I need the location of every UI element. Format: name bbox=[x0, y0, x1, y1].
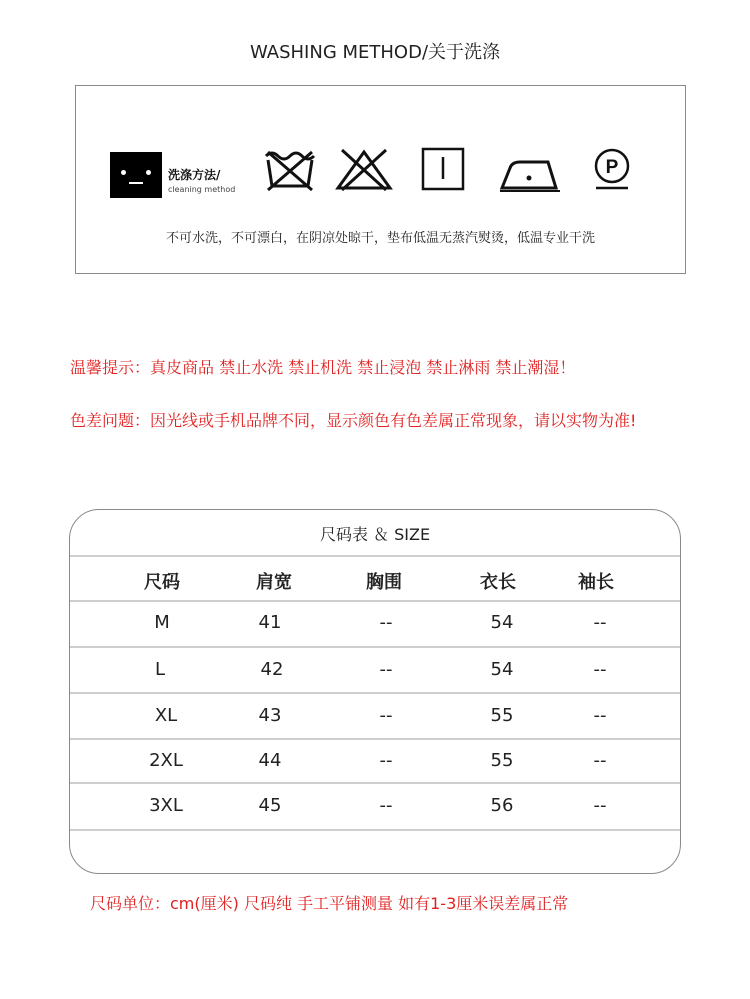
no-wash-icon bbox=[262, 146, 318, 192]
divider bbox=[70, 829, 680, 831]
header-shoulder: 肩宽 bbox=[256, 572, 292, 593]
divider bbox=[70, 738, 680, 740]
table-cell: L bbox=[154, 659, 166, 680]
face-icon bbox=[110, 152, 162, 198]
header-sleeve: 袖长 bbox=[578, 572, 614, 593]
table-cell: 43 bbox=[258, 705, 282, 726]
table-cell: 2XL bbox=[149, 750, 183, 771]
table-cell: -- bbox=[593, 795, 607, 816]
table-cell: XL bbox=[154, 705, 178, 726]
table-cell: -- bbox=[379, 612, 393, 633]
table-cell: 56 bbox=[490, 795, 514, 816]
table-cell: 41 bbox=[258, 612, 282, 633]
table-cell: 54 bbox=[490, 659, 514, 680]
header-length: 衣长 bbox=[480, 572, 516, 593]
divider bbox=[70, 646, 680, 648]
no-bleach-icon bbox=[334, 146, 394, 192]
table-cell: -- bbox=[379, 750, 393, 771]
table-cell: 3XL bbox=[149, 795, 183, 816]
table-cell: 42 bbox=[260, 659, 284, 680]
table-cell: -- bbox=[593, 612, 607, 633]
table-cell: 45 bbox=[258, 795, 282, 816]
divider bbox=[70, 782, 680, 784]
color-difference-notice: 色差问题：因光线或手机品牌不同，显示颜色有色差属正常现象，请以实物为准! bbox=[70, 411, 637, 430]
line-dry-icon bbox=[420, 146, 466, 192]
table-cell: -- bbox=[379, 795, 393, 816]
size-chart-title: 尺码表 ＆ SIZE bbox=[319, 525, 431, 544]
dry-clean-p-icon bbox=[590, 146, 640, 192]
table-cell: -- bbox=[593, 705, 607, 726]
table-cell: 44 bbox=[258, 750, 282, 771]
cleaning-label bbox=[168, 166, 235, 194]
divider bbox=[70, 555, 680, 557]
divider bbox=[70, 692, 680, 694]
iron-low-icon bbox=[498, 146, 562, 192]
table-cell: -- bbox=[379, 705, 393, 726]
table-cell: -- bbox=[593, 750, 607, 771]
table-cell: 54 bbox=[490, 612, 514, 633]
divider bbox=[70, 600, 680, 602]
table-cell: -- bbox=[379, 659, 393, 680]
cleaning-label-en: cleaning method bbox=[168, 185, 236, 194]
cleaning-label-cn: 洗涤方法/ bbox=[168, 168, 221, 182]
table-cell: 55 bbox=[490, 750, 514, 771]
table-cell: 55 bbox=[490, 705, 514, 726]
size-chart bbox=[69, 509, 681, 874]
care-icons-row bbox=[110, 146, 670, 198]
washing-method-box bbox=[75, 85, 686, 274]
svg-text:P: P bbox=[605, 157, 619, 178]
washing-instructions: 不可水洗，不可漂白，在阴凉处晾干，垫布低温无蒸汽熨烫，低温专业干洗 bbox=[165, 231, 595, 246]
size-footnote: 尺码单位：cm(厘米) 尺码纯 手工平铺测量 如有1-3厘米误差属正常 bbox=[90, 894, 569, 913]
table-cell: M bbox=[154, 612, 170, 633]
header-size: 尺码 bbox=[144, 572, 180, 593]
table-cell: -- bbox=[593, 659, 607, 680]
header-chest: 胸围 bbox=[366, 572, 402, 593]
leather-care-warning: 温馨提示：真皮商品 禁止水洗 禁止机洗 禁止浸泡 禁止淋雨 禁止潮湿！ bbox=[70, 358, 576, 377]
page-title: WASHING METHOD/关于洗涤 bbox=[249, 42, 501, 63]
